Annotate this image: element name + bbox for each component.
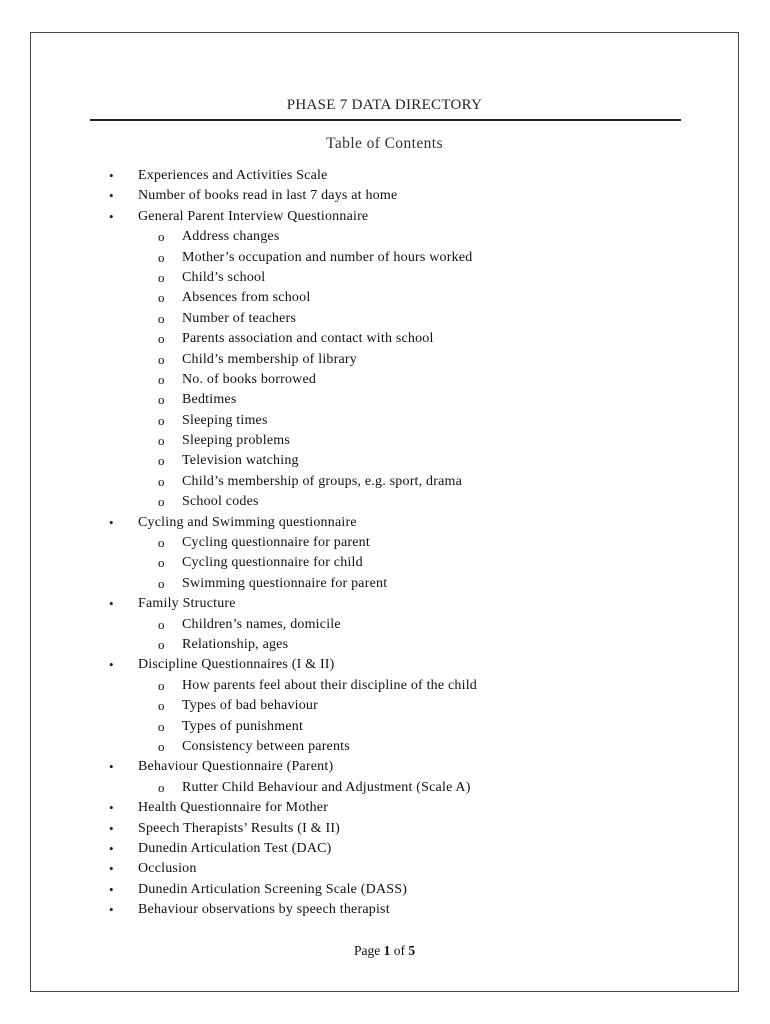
toc-item	[109, 513, 477, 533]
page-footer	[31, 943, 738, 959]
toc-item	[109, 819, 477, 839]
document-page	[30, 32, 739, 992]
circle-bullet-icon: o	[158, 269, 165, 285]
toc-item-text: Dunedin Articulation Screening Scale (DASS)	[138, 881, 408, 897]
circle-bullet-icon: o	[158, 351, 165, 367]
bullet-icon: •	[109, 657, 114, 673]
toc-item-text: Television watching	[182, 453, 299, 469]
toc-item-text: Types of punishment	[182, 718, 304, 734]
toc-item	[109, 859, 477, 879]
toc-item-text: Mother’s occupation and number of hours worked	[182, 249, 473, 265]
toc-item	[109, 594, 477, 614]
bullet-icon: •	[109, 188, 114, 204]
toc-subitem	[109, 492, 477, 512]
toc-item	[109, 880, 477, 900]
toc-subitem	[109, 451, 477, 471]
circle-bullet-icon: o	[158, 555, 165, 571]
circle-bullet-icon: o	[158, 433, 165, 449]
circle-bullet-icon: o	[158, 698, 165, 714]
toc-item-text: Child’s membership of library	[182, 351, 357, 367]
toc-item	[109, 655, 477, 675]
toc-item-text: Sleeping times	[182, 412, 268, 428]
circle-bullet-icon: o	[158, 371, 165, 387]
bullet-icon: •	[109, 759, 114, 775]
circle-bullet-icon: o	[158, 575, 165, 591]
toc-item-text: Cycling questionnaire for parent	[182, 535, 370, 551]
circle-bullet-icon: o	[158, 677, 165, 693]
toc-item-text: School codes	[182, 494, 259, 510]
toc-item	[109, 166, 477, 186]
toc-item-text: Child’s membership of groups, e.g. sport, drama	[182, 473, 463, 489]
circle-bullet-icon: o	[158, 331, 165, 347]
bullet-icon: •	[109, 168, 114, 183]
circle-bullet-icon: o	[158, 453, 165, 469]
toc-subitem	[109, 309, 477, 329]
toc-subitem	[109, 390, 477, 410]
circle-bullet-icon: o	[158, 392, 165, 408]
toc-subitem	[109, 411, 477, 431]
toc-subitem	[109, 268, 477, 288]
toc-item	[109, 186, 477, 206]
toc-item-text: Children’s names, domicile	[182, 616, 341, 632]
total-pages: 5	[408, 943, 416, 958]
circle-bullet-icon: o	[158, 738, 165, 754]
toc-item-text: Number of teachers	[182, 310, 296, 326]
bullet-icon: •	[109, 861, 114, 877]
circle-bullet-icon: o	[158, 494, 165, 510]
toc-subitem	[109, 737, 477, 757]
toc-item-text: Occlusion	[138, 861, 197, 877]
toc-item-text: Family Structure	[138, 596, 236, 612]
toc-item-text: Dunedin Articulation Test (DAC)	[138, 840, 332, 856]
toc-subitem	[109, 553, 477, 573]
bullet-icon: •	[109, 800, 114, 816]
toc-item-text: Health Questionnaire for Mother	[138, 800, 329, 816]
toc-subitem	[109, 248, 477, 268]
toc-subitem	[109, 676, 477, 696]
toc-subitem	[109, 329, 477, 349]
bullet-icon: •	[109, 881, 114, 897]
toc-subitem	[109, 370, 477, 390]
toc-subitem	[109, 717, 477, 737]
circle-bullet-icon: o	[158, 290, 165, 306]
page-label: Page	[353, 943, 381, 958]
title-rule	[90, 119, 681, 121]
toc-item-text: Bedtimes	[182, 392, 237, 408]
bullet-icon: •	[109, 208, 114, 224]
toc-item-text: Rutter Child Behaviour and Adjustment (Scale A)	[182, 779, 471, 795]
toc-item	[109, 798, 477, 818]
toc-subitem	[109, 288, 477, 308]
toc-item-text: Swimming questionnaire for parent	[182, 575, 388, 591]
toc-item-text: Discipline Questionnaires (I & II)	[138, 657, 335, 673]
toc-subitem	[109, 696, 477, 716]
bullet-icon: •	[109, 840, 114, 856]
toc-item-text: Parents association and contact with school	[182, 331, 434, 347]
toc-subitem	[109, 472, 477, 492]
toc-item	[109, 757, 477, 777]
toc-item-text: General Parent Interview Questionnaire	[138, 208, 369, 224]
circle-bullet-icon: o	[158, 535, 165, 551]
toc-item-text: Experiences and Activities Scale	[138, 168, 328, 183]
bullet-icon: •	[109, 514, 114, 530]
toc-item-text: Cycling questionnaire for child	[182, 555, 363, 571]
toc-item-text: Cycling and Swimming questionnaire	[138, 514, 357, 530]
toc-item-text: Number of books read in last 7 days at home	[138, 188, 398, 204]
toc-item-text: Sleeping problems	[182, 433, 290, 449]
toc-subitem	[109, 227, 477, 247]
of-label: of	[393, 943, 405, 958]
toc-item-text: Behaviour observations by speech therapist	[138, 902, 390, 918]
circle-bullet-icon: o	[158, 229, 165, 245]
circle-bullet-icon: o	[158, 412, 165, 428]
circle-bullet-icon: o	[158, 779, 165, 795]
toc-list	[109, 166, 477, 920]
circle-bullet-icon: o	[158, 718, 165, 734]
toc-item-text: Speech Therapists’ Results (I & II)	[138, 820, 341, 836]
toc-item-text: Address changes	[182, 229, 280, 245]
page-number: 1	[383, 943, 391, 958]
toc-item-text: Child’s school	[182, 269, 266, 285]
bullet-icon: •	[109, 596, 114, 612]
toc-subitem	[109, 615, 477, 635]
circle-bullet-icon: o	[158, 310, 165, 326]
toc-item	[109, 839, 477, 859]
toc-item-text: Absences from school	[182, 290, 311, 306]
document-title: PHASE 7 DATA DIRECTORY	[286, 97, 483, 113]
toc-item	[109, 900, 477, 920]
toc-item-text: Consistency between parents	[182, 738, 350, 754]
toc-subitem	[109, 350, 477, 370]
bullet-icon: •	[109, 902, 114, 918]
toc-item-text: How parents feel about their discipline of the child	[182, 677, 477, 693]
toc-subitem	[109, 778, 477, 798]
toc-subitem	[109, 431, 477, 451]
circle-bullet-icon: o	[158, 473, 165, 489]
toc-heading: Table of Contents	[326, 135, 443, 152]
toc-subitem	[109, 635, 477, 655]
toc-item-text: Behaviour Questionnaire (Parent)	[138, 759, 334, 775]
bullet-icon: •	[109, 820, 114, 836]
circle-bullet-icon: o	[158, 249, 165, 265]
toc-item-text: Relationship, ages	[182, 636, 289, 652]
toc-subitem	[109, 533, 477, 553]
toc-item	[109, 207, 477, 227]
toc-item-text: Types of bad behaviour	[182, 698, 318, 714]
circle-bullet-icon: o	[158, 636, 165, 652]
toc-item-text: No. of books borrowed	[182, 371, 317, 387]
circle-bullet-icon: o	[158, 616, 165, 632]
toc-subitem	[109, 574, 477, 594]
